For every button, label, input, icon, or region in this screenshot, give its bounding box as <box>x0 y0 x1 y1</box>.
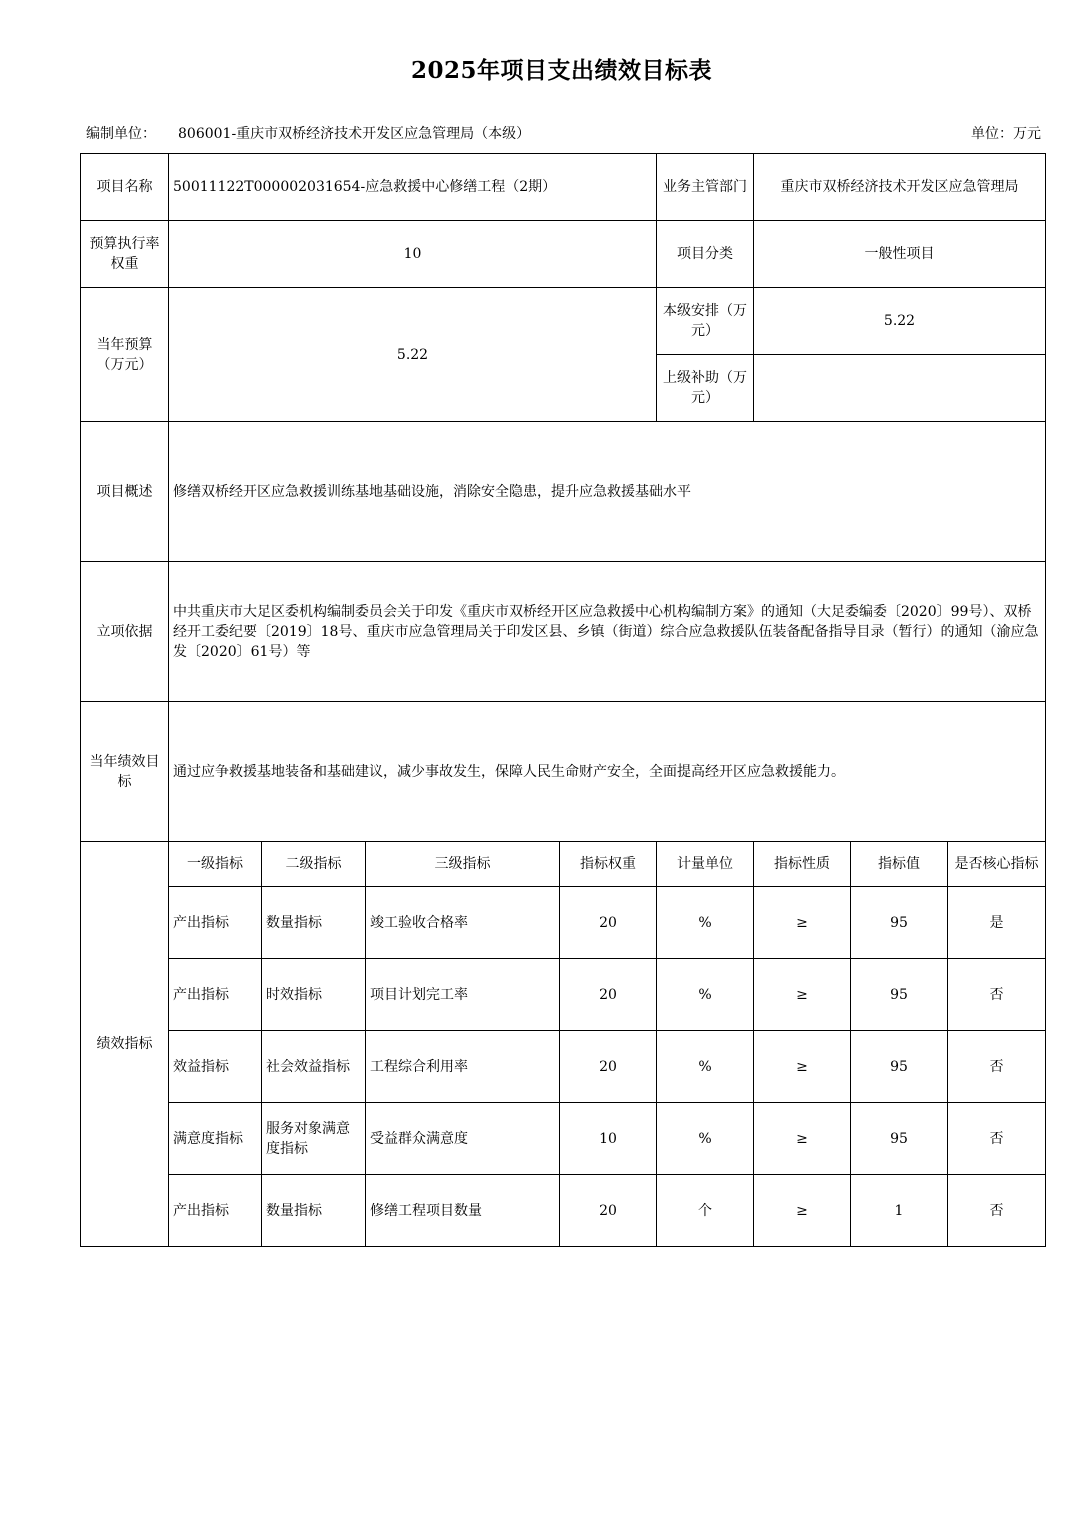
row-level1: 产出指标 <box>169 887 262 959</box>
header-level1: 一级指标 <box>169 842 262 887</box>
budget-value: 5.22 <box>169 288 657 422</box>
row-budget <box>81 288 1046 355</box>
row-goal <box>81 702 1046 842</box>
row-value: 1 <box>851 1175 948 1247</box>
row-level2: 数量指标 <box>262 1175 366 1247</box>
overview-value: 修缮双桥经开区应急救援训练基地基础设施，消除安全隐患，提升应急救援基础水平 <box>169 422 1046 562</box>
local-value: 5.22 <box>754 288 1046 355</box>
goal-value: 通过应争救援基地装备和基础建议，减少事故发生，保障人民生命财产安全，全面提高经开区应急救援能力。 <box>169 702 1046 842</box>
table-row <box>81 887 1046 959</box>
dept-label: 业务主管部门 <box>657 154 754 221</box>
row-level1: 效益指标 <box>169 1031 262 1103</box>
row-exec-rate <box>81 221 1046 288</box>
exec-rate-value: 10 <box>169 221 657 288</box>
row-value: 95 <box>851 959 948 1031</box>
row-level3: 工程综合利用率 <box>366 1031 560 1103</box>
row-level3: 项目计划完工率 <box>366 959 560 1031</box>
upper-value <box>754 355 1046 422</box>
header-value: 指标值 <box>851 842 948 887</box>
row-weight: 10 <box>560 1103 657 1175</box>
currency-unit: 单位：万元 <box>971 126 1041 142</box>
compiling-unit-value: 806001-重庆市双桥经济技术开发区应急管理局（本级） <box>178 126 531 142</box>
row-nature: ≥ <box>754 959 851 1031</box>
row-nature: ≥ <box>754 1031 851 1103</box>
basis-value: 中共重庆市大足区委机构编制委员会关于印发《重庆市双桥经开区应急救援中心机构编制方案》的通知（大足委编委〔2020〕99号）、双桥经开工委纪要〔2019〕18号、重庆市应急管理局关于印发区县、乡镇（街道）综合应急救援队伍装备配备指导目录（暂行）的通知（渝应急发〔2020〕61号）等 <box>169 562 1046 702</box>
row-level2: 时效指标 <box>262 959 366 1031</box>
budget-label: 当年预算（万元） <box>81 288 169 422</box>
row-core: 否 <box>948 959 1046 1031</box>
compiling-unit <box>86 123 530 143</box>
row-level1: 满意度指标 <box>169 1103 262 1175</box>
row-nature: ≥ <box>754 1175 851 1247</box>
row-level2: 社会效益指标 <box>262 1031 366 1103</box>
table-row <box>81 959 1046 1031</box>
row-level2: 数量指标 <box>262 887 366 959</box>
row-basis <box>81 562 1046 702</box>
row-weight: 20 <box>560 959 657 1031</box>
row-level2: 服务对象满意度指标 <box>262 1103 366 1175</box>
row-weight: 20 <box>560 1175 657 1247</box>
row-core: 否 <box>948 1175 1046 1247</box>
row-core: 否 <box>948 1031 1046 1103</box>
page-title: 2025年项目支出绩效目标表 <box>410 57 712 84</box>
category-value: 一般性项目 <box>754 221 1046 288</box>
row-unit: % <box>657 1031 754 1103</box>
row-core: 是 <box>948 887 1046 959</box>
row-value: 95 <box>851 887 948 959</box>
row-unit: % <box>657 887 754 959</box>
row-unit: % <box>657 959 754 1031</box>
performance-section-label: 绩效指标 <box>81 842 169 1247</box>
exec-rate-label: 预算执行率权重 <box>81 221 169 288</box>
basis-label: 立项依据 <box>81 562 169 702</box>
goal-label: 当年绩效目标 <box>81 702 169 842</box>
local-label: 本级安排（万元） <box>657 288 754 355</box>
row-project-name <box>81 154 1046 221</box>
row-overview <box>81 422 1046 562</box>
project-name-label: 项目名称 <box>81 154 169 221</box>
upper-label: 上级补助（万元） <box>657 355 754 422</box>
row-level3: 受益群众满意度 <box>366 1103 560 1175</box>
row-level1: 产出指标 <box>169 1175 262 1247</box>
table-row <box>81 1031 1046 1103</box>
performance-target-table <box>80 153 1046 1247</box>
compiling-unit-label: 编制单位： <box>86 126 156 142</box>
row-unit: % <box>657 1103 754 1175</box>
header-nature: 指标性质 <box>754 842 851 887</box>
header-unit: 计量单位 <box>657 842 754 887</box>
header-level3: 三级指标 <box>366 842 560 887</box>
row-nature: ≥ <box>754 1103 851 1175</box>
row-nature: ≥ <box>754 887 851 959</box>
row-weight: 20 <box>560 887 657 959</box>
row-value: 95 <box>851 1103 948 1175</box>
row-level3: 修缮工程项目数量 <box>366 1175 560 1247</box>
overview-label: 项目概述 <box>81 422 169 562</box>
row-unit: 个 <box>657 1175 754 1247</box>
category-label: 项目分类 <box>657 221 754 288</box>
header-weight: 指标权重 <box>560 842 657 887</box>
project-name-value: 50011122T000002031654-应急救援中心修缮工程（2期） <box>169 154 657 221</box>
row-weight: 20 <box>560 1031 657 1103</box>
header-level2: 二级指标 <box>262 842 366 887</box>
row-level1: 产出指标 <box>169 959 262 1031</box>
indicator-header-row <box>81 842 1046 887</box>
table-row <box>81 1175 1046 1247</box>
dept-value: 重庆市双桥经济技术开发区应急管理局 <box>754 154 1046 221</box>
row-core: 否 <box>948 1103 1046 1175</box>
header-core: 是否核心指标 <box>948 842 1046 887</box>
row-level3: 竣工验收合格率 <box>366 887 560 959</box>
table-row <box>81 1103 1046 1175</box>
row-value: 95 <box>851 1031 948 1103</box>
